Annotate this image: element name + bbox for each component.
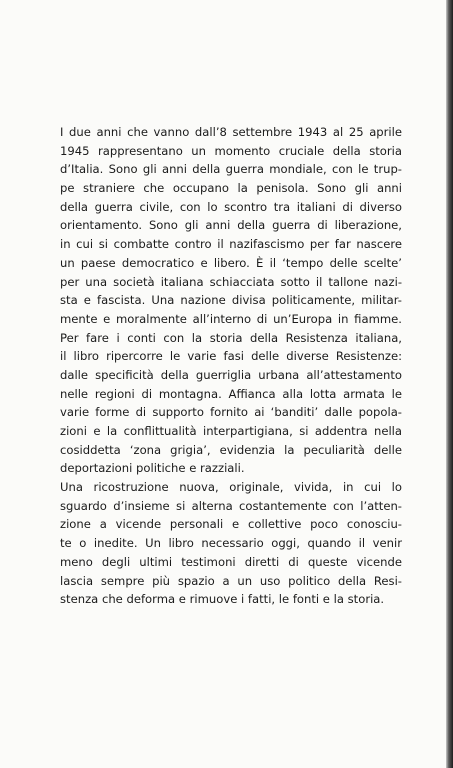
blurb-paragraph-1 <box>60 123 402 478</box>
text-line: in cui si combatte contro il nazifascismo per far nascere <box>60 237 402 252</box>
text-line: stenza che deforma e rimuove i fatti, le fonti e la storia. <box>60 592 385 607</box>
text-line: zioni e la conflittualità interpartigiana, si addentra nella <box>60 424 402 438</box>
blurb-paragraph-2 <box>60 478 402 609</box>
text-line: della guerra civile, con lo scontro tra italiani di diverso <box>60 199 402 214</box>
text-line: sguardo d’insieme si alterna costantemente con l’atten- <box>60 498 402 513</box>
text-line: I due anni che vanno dall’8 settembre 1943 al 25 aprile <box>60 125 402 139</box>
text-line: varie forme di supporto fornito ai ‘banditi’ dalle popola- <box>60 405 402 420</box>
text-line: deportazioni politiche e razziali. <box>60 461 245 476</box>
text-line: mente e moralmente all’interno di un’Europa in fiamme. <box>60 311 402 326</box>
text-line: d’Italia. Sono gli anni della guerra mondiale, con le trup- <box>60 162 402 177</box>
text-line: un paese democratico e libero. È il ‘tempo delle scelte’ <box>60 255 402 270</box>
text-line: lascia sempre più spazio a un uso politico della Resi- <box>60 573 402 588</box>
text-line: Per fare i conti con la storia della Resistenza italiana, <box>60 330 402 345</box>
text-line: pe straniere che occupano la penisola. Sono gli anni <box>60 181 402 196</box>
page-edge-shadow <box>446 0 453 768</box>
text-line: meno degli ultimi testimoni diretti di queste vicende <box>60 554 402 569</box>
text-line: per una società italiana schiacciata sotto il tallone nazi- <box>60 274 402 289</box>
text-line: il libro ripercorre le varie fasi delle diverse Resistenze: <box>60 349 402 364</box>
text-line: orientamento. Sono gli anni della guerra di liberazione, <box>60 218 402 233</box>
blurb-text <box>60 123 402 609</box>
text-line: dalle specificità della guerriglia urbana all’attestamento <box>60 367 402 382</box>
text-line: zione a vicende personali e collettive poco conosciu- <box>60 517 402 532</box>
text-line: sta e fascista. Una nazione divisa politicamente, militar- <box>60 293 402 308</box>
text-line: nelle regioni di montagna. Affianca alla lotta armata le <box>60 386 402 401</box>
text-line: cosiddetta ‘zona grigia’, evidenzia la peculiarità delle <box>60 442 402 457</box>
text-line: Una ricostruzione nuova, originale, vivida, in cui lo <box>60 480 402 495</box>
text-line: te o inedite. Un libro necessario oggi, quando il venir <box>60 536 402 551</box>
text-line: 1945 rappresentano un momento cruciale della storia <box>60 143 402 158</box>
